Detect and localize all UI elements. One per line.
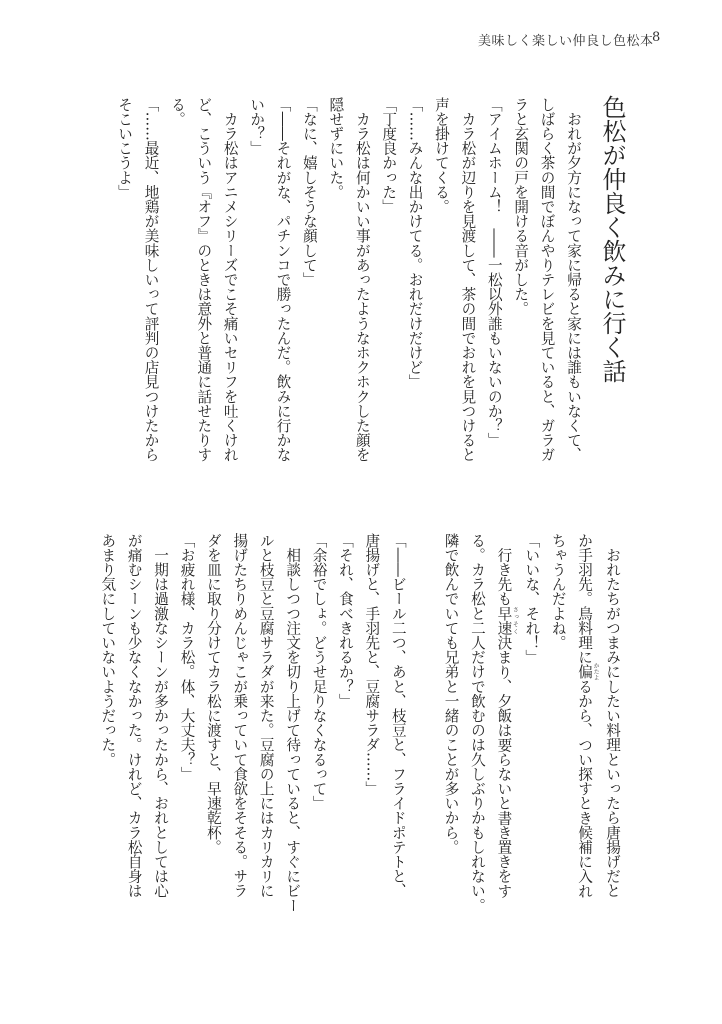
text-line xyxy=(111,97,137,477)
page-number: 8 xyxy=(652,30,661,45)
text-line xyxy=(571,533,599,1003)
line-text: 「アイムホーム！ ――一松以外誰もいないのか？」 xyxy=(485,97,503,448)
text-line xyxy=(507,97,533,477)
ruby-base: 偏 xyxy=(576,662,594,681)
text-line xyxy=(137,97,163,477)
text-line xyxy=(401,97,427,477)
text-line xyxy=(518,533,544,1003)
line-text: 「……最近、地鶏が美味しいって評判の店見つけたから xyxy=(142,97,160,462)
text-line xyxy=(252,533,278,1003)
line-text: 一期は過激なシーンが多かったから、おれとしては心 xyxy=(152,533,170,898)
chapter-title: 色松が仲良く飲みに行く話 xyxy=(598,95,626,383)
text-line xyxy=(599,533,625,1003)
line-text: が痛むシーンも少なくなかった。けれど、カラ松自身は xyxy=(125,533,143,898)
line-text-after: 決まり、夕飯は要らないと書き置きをす xyxy=(495,635,513,899)
line-text: カラ松は何かいい事があったようなホクホクした顔を xyxy=(353,97,371,462)
text-line xyxy=(94,533,120,1003)
line-text: カラ松はアニメシリーズでこそ痛いセリフを吐くけれ xyxy=(221,97,239,462)
line-text: 「なに、嬉しそうな顔して」 xyxy=(300,97,318,287)
line-text: 行き先も xyxy=(495,533,513,606)
text-line xyxy=(296,97,322,477)
text-line xyxy=(120,533,146,1003)
line-text: 「丁度良かった」 xyxy=(380,97,398,214)
text-line xyxy=(375,97,401,477)
line-text: 相談しつつ注文を切り上げて待っていると、すぐにビー xyxy=(284,533,302,913)
text-line xyxy=(173,533,199,1003)
text-line xyxy=(147,533,173,1003)
text-line xyxy=(190,97,216,477)
line-text: カラ松が辺りを見渡して、茶の間でおれを見つけると xyxy=(459,97,477,462)
text-line xyxy=(454,97,480,477)
line-text: ダを皿に取り分けてカラ松に渡すと、早速乾杯。 xyxy=(204,533,222,855)
text-line xyxy=(332,533,358,1003)
line-text: か手羽先。鳥料理に xyxy=(576,533,594,665)
ruby-reading: さっそく xyxy=(511,606,519,636)
text-line xyxy=(384,533,410,1003)
text-line xyxy=(464,533,490,1003)
text-line xyxy=(490,533,518,1003)
line-text: 声を掛けてくる。 xyxy=(432,97,450,214)
line-text: おれたちがつまみにしたい料理といったら唐揚げだと xyxy=(604,533,621,898)
line-text: る。カラ松と二人だけで飲むのは久しぶりかもしれない。 xyxy=(468,533,486,913)
running-title: 美味しく楽しい仲良し色松本 xyxy=(478,34,654,49)
line-text: ちゃうんだよね。 xyxy=(549,533,567,650)
ruby-reading: かたよ xyxy=(592,662,600,681)
text-line xyxy=(533,97,559,477)
line-text: 「それ、食べきれるか？」 xyxy=(336,533,354,709)
ruby-annotation xyxy=(576,662,600,681)
line-text-after: るから、つい探すとき候補に入れ xyxy=(576,679,594,899)
line-text: 揚げたちりめんじゃこが乗っていて食欲をそそる。サラ xyxy=(231,533,249,898)
text-line xyxy=(358,533,384,1003)
line-text: しばらく茶の間でぼんやりテレビを見ていると、ガラガ xyxy=(538,97,556,462)
line-text: あまり気にしていないようだった。 xyxy=(99,533,117,767)
line-text: 「――ビール二つ、あと、枝豆と、フライドポテトと、 xyxy=(389,533,407,898)
text-line xyxy=(322,97,348,477)
line-text: 「……みんな出かけてる。おれだけだけど」 xyxy=(406,97,424,389)
text-line xyxy=(305,533,331,1003)
line-text: 「余裕でしょ。どうせ足りなくなるって」 xyxy=(310,533,328,811)
line-text: 隠せずにいた。 xyxy=(327,97,345,200)
line-text: 唐揚げと、手羽先と、豆腐サラダ……」 xyxy=(363,533,381,796)
text-line xyxy=(164,97,190,477)
line-text: る。 xyxy=(168,97,186,127)
text-line xyxy=(200,533,226,1003)
lower-text-block xyxy=(94,533,625,1003)
line-text: そこいこうよ」 xyxy=(116,97,134,200)
ruby-annotation xyxy=(495,606,519,636)
text-line xyxy=(243,97,269,477)
text-line xyxy=(480,97,506,477)
line-text: 「――それがな、パチンコで勝ったんだ。飲みに行かな xyxy=(274,97,292,462)
line-text xyxy=(416,533,433,548)
text-line xyxy=(560,97,586,477)
line-text: 「お疲れ様、カラ松。体、大丈夫？」 xyxy=(178,533,196,782)
text-line xyxy=(279,533,305,1003)
line-text: ラと玄関の戸を開ける音がした。 xyxy=(512,97,530,316)
text-line xyxy=(226,533,252,1003)
text-line xyxy=(544,533,570,1003)
text-line xyxy=(411,533,437,1003)
line-text: 隣で飲んでいても兄弟と一緒のことが多いから。 xyxy=(442,533,460,855)
text-line xyxy=(269,97,295,477)
line-text: いか？」 xyxy=(248,97,266,156)
ruby-base: 早速 xyxy=(495,606,513,636)
text-line xyxy=(437,533,463,1003)
upper-text-block xyxy=(111,97,586,477)
text-line xyxy=(428,97,454,477)
line-text: 「いいな、それ！」 xyxy=(523,533,541,665)
text-line xyxy=(216,97,242,477)
text-line xyxy=(348,97,374,477)
line-text: ルと枝豆と豆腐サラダが来た。豆腐の上にはカリカリに xyxy=(257,533,275,898)
line-text: ど、こういう『オフ』のときは意外と普通に話せたりす xyxy=(195,97,213,462)
line-text: おれが夕方になって家に帰ると家には誰もいなくて、 xyxy=(565,97,582,462)
